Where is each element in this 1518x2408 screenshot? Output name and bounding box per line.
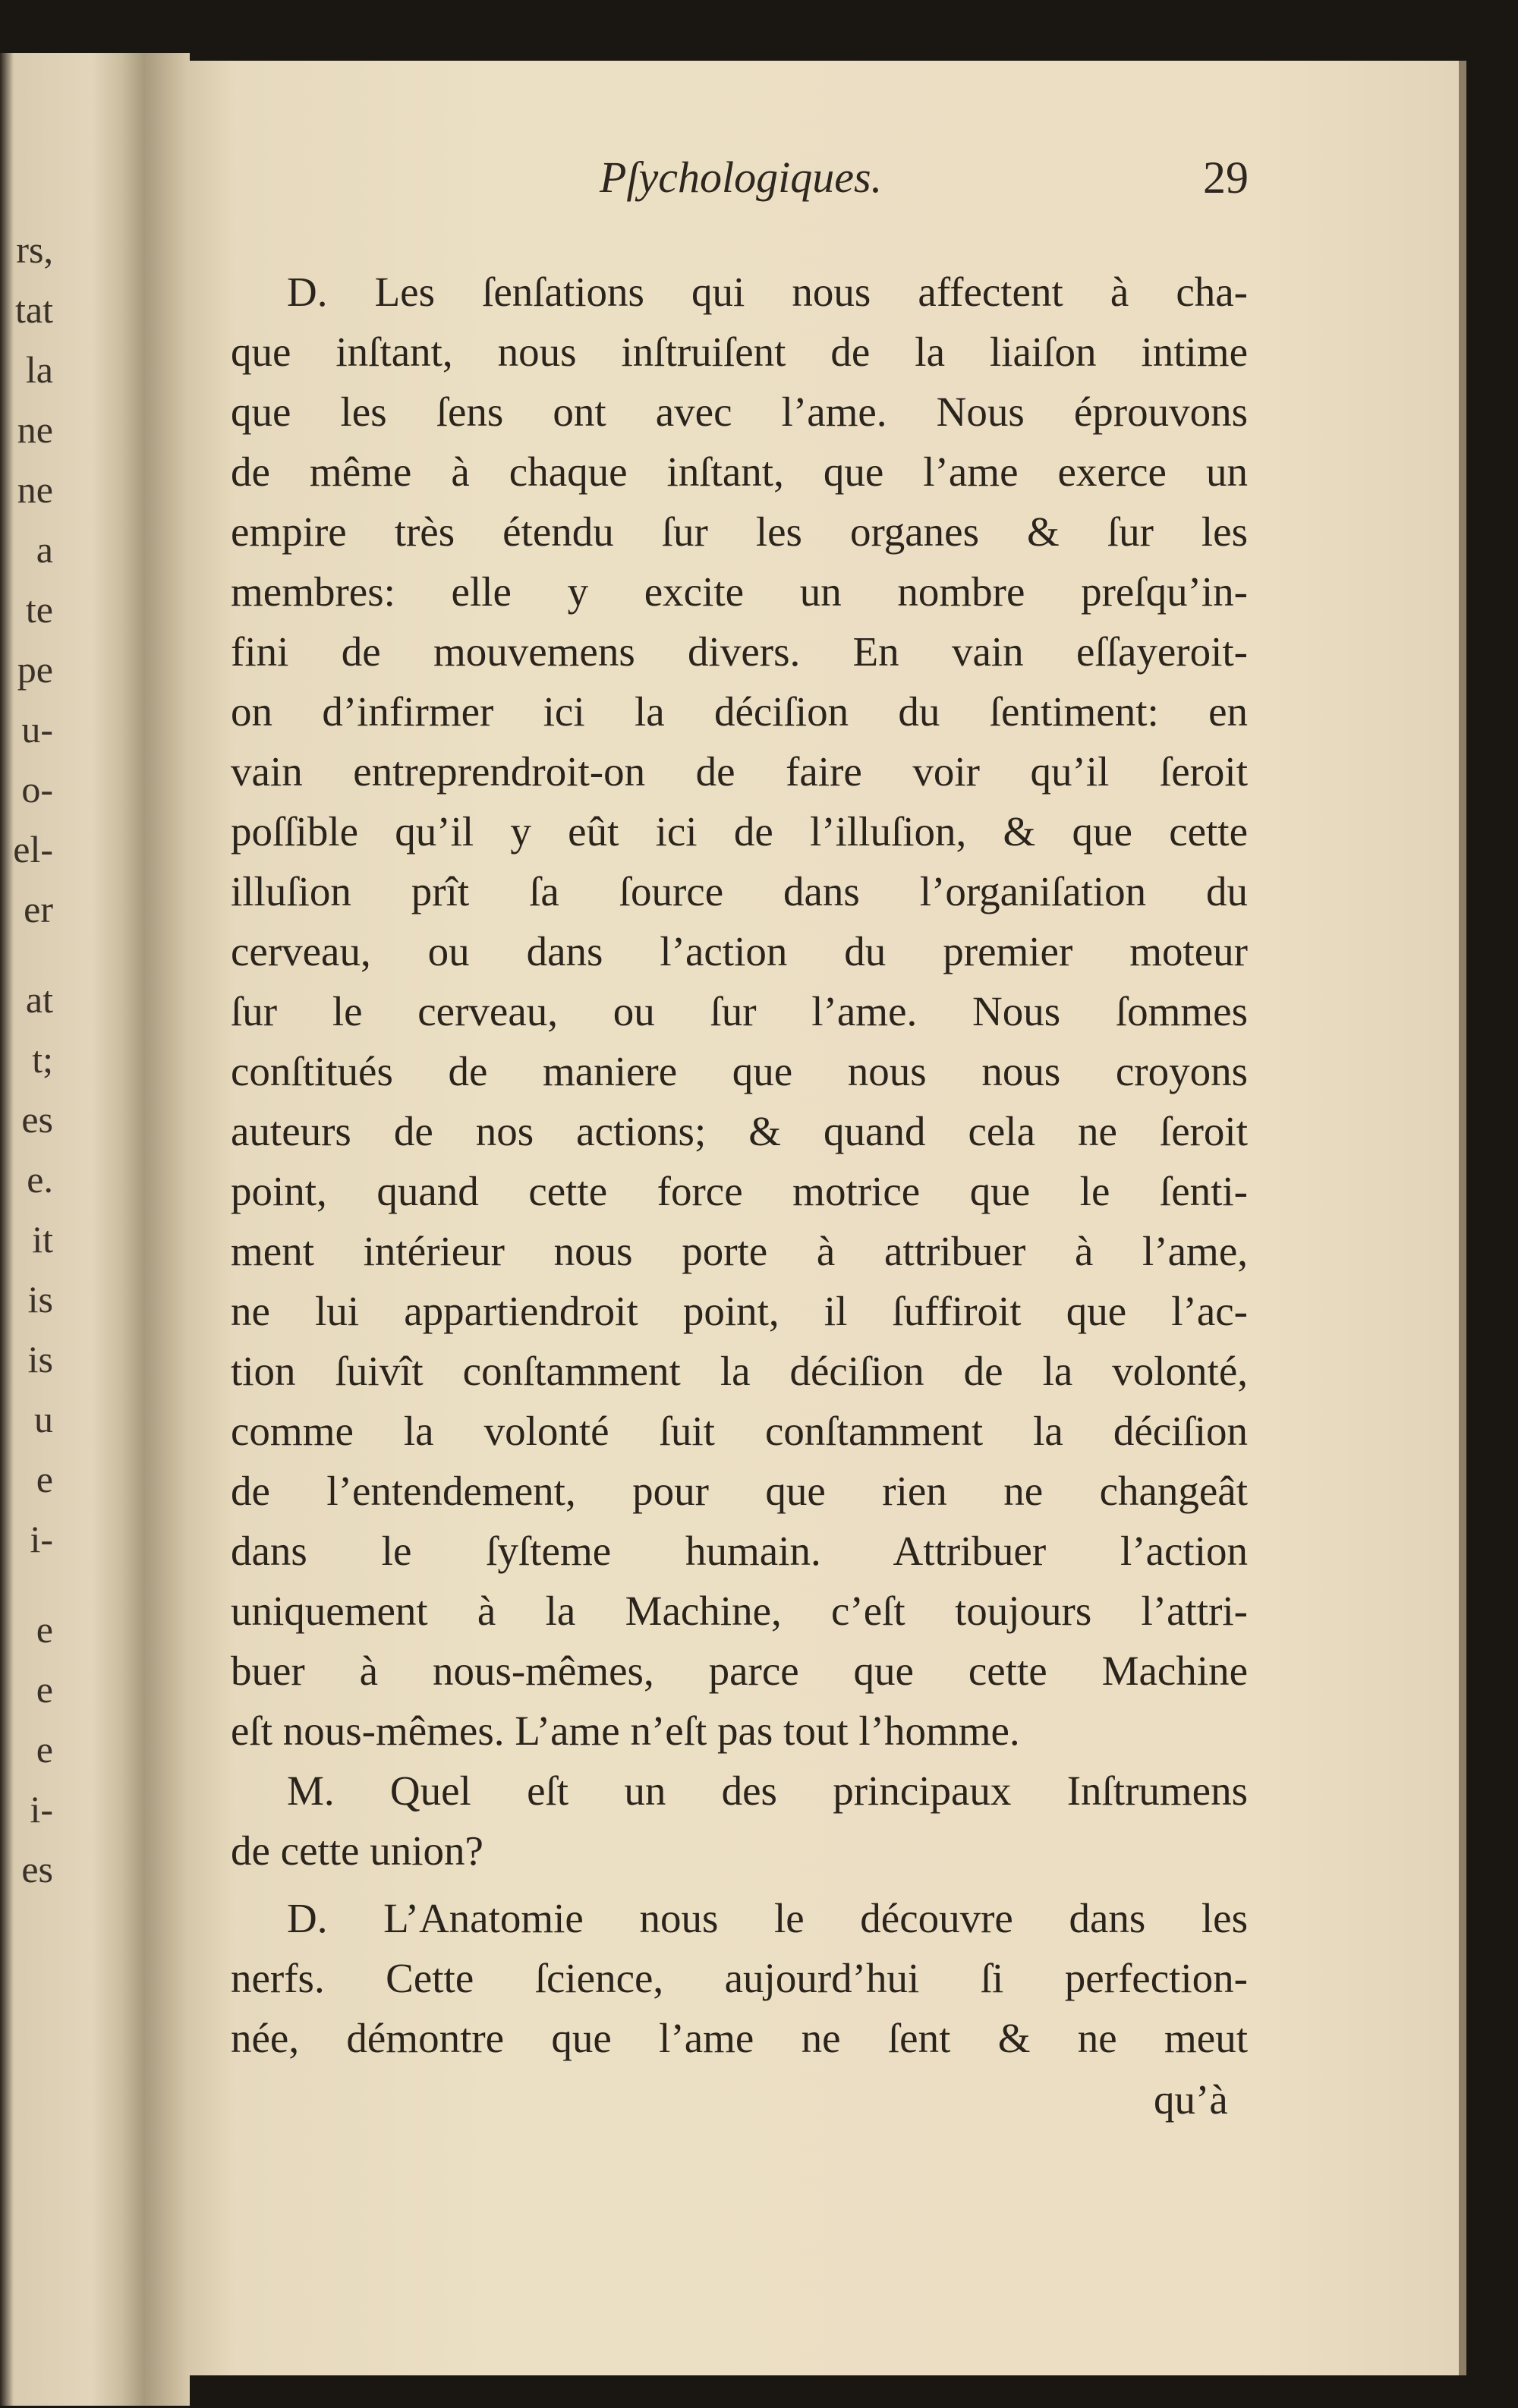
- text-line: que les ſens ont avec l’ame. Nous éprouvons: [231, 389, 1248, 435]
- text-line: cerveau, ou dans l’action du premier moteur: [231, 928, 1248, 974]
- text-line: conſtitués de maniere que nous nous croyons: [231, 1048, 1248, 1094]
- previous-page-fragment: pe: [17, 648, 53, 691]
- text-line: ſur le cerveau, ou ſur l’ame. Nous ſommes: [231, 988, 1248, 1034]
- running-title: Pſychologiques.: [600, 153, 883, 202]
- previous-page-edge: [0, 53, 190, 2406]
- text-line: D. L’Anatomie nous le découvre dans les: [287, 1895, 1248, 1941]
- previous-page-fragment: o-: [21, 768, 53, 811]
- previous-page-fragment: t;: [32, 1038, 53, 1081]
- previous-page-fragment: e: [36, 1608, 53, 1651]
- previous-page-fragment: it: [32, 1218, 53, 1261]
- catchword: qu’à: [1154, 2076, 1228, 2123]
- paragraph: [231, 1761, 1248, 1881]
- previous-page-fragment: es: [21, 1098, 53, 1141]
- paragraph: [231, 262, 1248, 1761]
- text-line: auteurs de nos actions; & quand cela ne ſeroit: [231, 1108, 1248, 1154]
- paragraph: [231, 1888, 1248, 2068]
- text-line: ne lui appartiendroit point, il ſuffiroit que l’ac-: [231, 1288, 1248, 1334]
- previous-page-fragment: u-: [21, 708, 53, 751]
- previous-page-fragment: er: [24, 888, 53, 930]
- previous-page-fragment: el-: [13, 828, 53, 870]
- previous-page-fragment: e: [36, 1458, 53, 1500]
- text-line: dans le ſyſteme humain. Attribuer l’action: [231, 1528, 1248, 1574]
- text-line: poſſible qu’il y eût ici de l’illuſion, & que cette: [231, 808, 1248, 855]
- text-line: fini de mouvemens divers. En vain eſſayeroit-: [231, 628, 1248, 675]
- previous-page-fragment: i-: [30, 1518, 53, 1560]
- page-edge: [1459, 61, 1466, 2375]
- text-line: illuſion prît ſa ſource dans l’organiſation du: [231, 868, 1248, 914]
- previous-page-fragment: ne: [17, 408, 53, 451]
- text-line: on d’infirmer ici la déciſion du ſentiment: en: [231, 688, 1248, 735]
- previous-page-fragment: la: [25, 348, 53, 391]
- text-line: ment intérieur nous porte à attribuer à l’ame,: [231, 1228, 1248, 1274]
- text-line: M. Quel eſt un des principaux Inſtrumens: [287, 1767, 1248, 1814]
- previous-page-fragment: is: [27, 1278, 53, 1320]
- text-line: point, quand cette force motrice que le ſenti-: [231, 1168, 1248, 1214]
- previous-page-fragment: te: [25, 588, 53, 631]
- previous-page-fragment: ne: [17, 468, 53, 511]
- page-header: [228, 152, 1249, 212]
- previous-page-fragment: i-: [30, 1788, 53, 1830]
- previous-page-fragment: e: [36, 1728, 53, 1771]
- body-text: [231, 262, 1248, 2068]
- paragraph-gap: [231, 1881, 1248, 1888]
- previous-page-fragment: u: [34, 1398, 53, 1440]
- text-line: nerfs. Cette ſcience, aujourd’hui ſi perfection-: [231, 1955, 1248, 2001]
- text-line: comme la volonté ſuit conſtamment la déciſion: [231, 1408, 1248, 1454]
- previous-page-fragment: e.: [27, 1158, 53, 1201]
- previous-page-fragment: a: [36, 528, 53, 571]
- previous-page-fragment: tat: [15, 288, 53, 331]
- text-line: de cette union?: [231, 1827, 483, 1874]
- text-line: de même à chaque inſtant, que l’ame exerce un: [231, 449, 1248, 495]
- previous-page-fragment: e: [36, 1668, 53, 1711]
- previous-page-fragment: es: [21, 1848, 53, 1890]
- text-line: buer à nous-mêmes, parce que cette Machine: [231, 1648, 1248, 1694]
- text-line: membres: elle y excite un nombre preſqu’in-: [231, 568, 1248, 615]
- text-line: de l’entendement, pour que rien ne changeât: [231, 1468, 1248, 1514]
- text-line: née, démontre que l’ame ne ſent & ne meut: [231, 2015, 1248, 2061]
- text-line: que inſtant, nous inſtruiſent de la liaiſon intime: [231, 329, 1248, 375]
- page-number: 29: [1203, 153, 1249, 203]
- previous-page-fragment: is: [27, 1338, 53, 1380]
- text-line: D. Les ſenſations qui nous affectent à cha-: [287, 269, 1248, 315]
- text-line: vain entreprendroit-on de faire voir qu’il ſeroit: [231, 748, 1248, 795]
- previous-page-fragment: rs,: [16, 228, 53, 271]
- text-line: eſt nous-mêmes. L’ame n’eſt pas tout l’homme.: [231, 1708, 1020, 1754]
- text-line: uniquement à la Machine, c’eſt toujours l’attri-: [231, 1588, 1248, 1634]
- text-line: tion ſuivît conſtamment la déciſion de la volonté,: [231, 1348, 1248, 1394]
- text-line: empire très étendu ſur les organes & ſur les: [231, 508, 1248, 555]
- previous-page-fragment: at: [25, 978, 53, 1021]
